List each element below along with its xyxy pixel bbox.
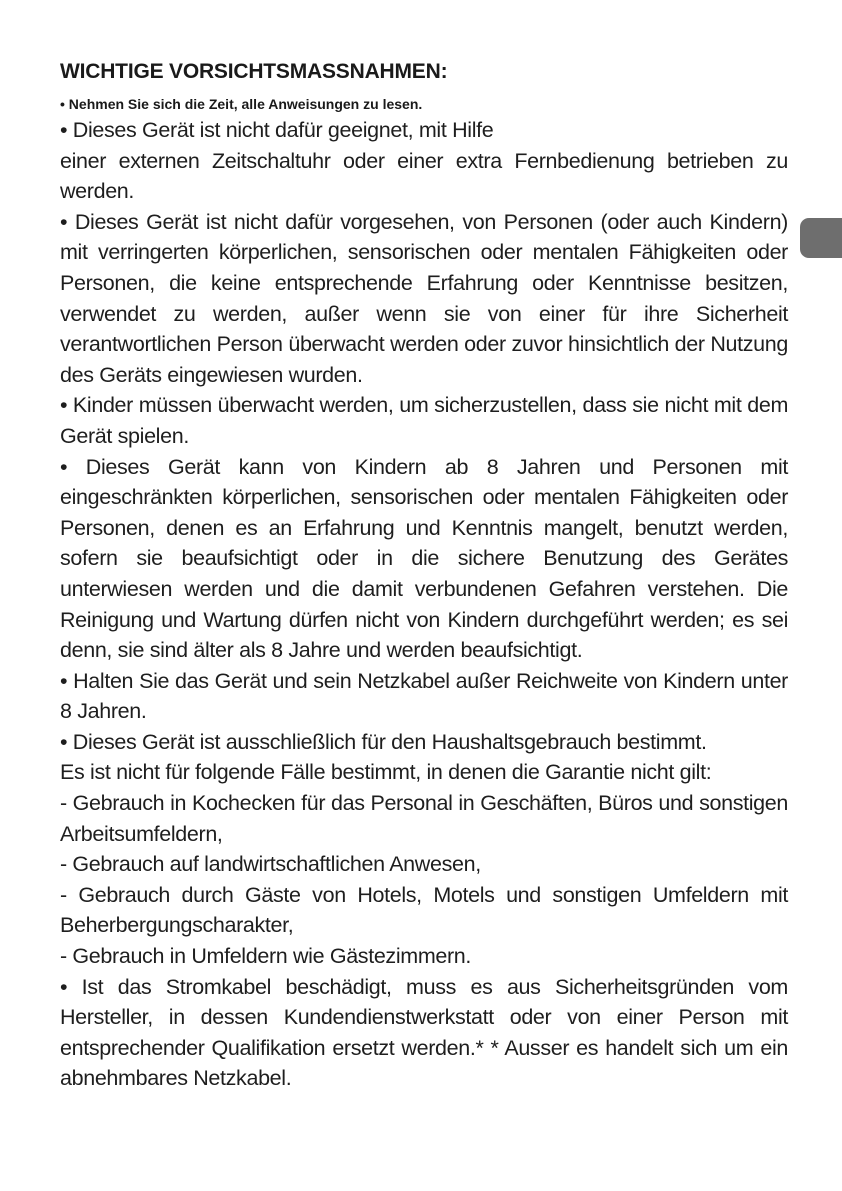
list-item: - Gebrauch auf landwirtschaftlichen Anwesen, xyxy=(60,852,481,877)
paragraph-household-use-line-1: • Dieses Gerät ist ausschließlich für den Haushaltsgebrauch bestimmt. xyxy=(60,729,707,754)
body-text xyxy=(60,115,788,1094)
paragraph-out-of-reach: • Halten Sie das Gerät und sein Netzkabel außer Reichweite von Kindern unter 8 Jahren. xyxy=(60,668,788,724)
paragraph-supervise-children: • Kinder müssen überwacht werden, um sicherzustellen, dass sie nicht mit dem Gerät spielen. xyxy=(60,393,788,448)
paragraph-power-cable: • Ist das Stromkabel beschädigt, muss es aus Sicherheitsgründen vom Hersteller, in dessen Kundendienstwerkstatt oder von einer Person mit entsprechender Qualifikation ersetzt werden.* * Ausser es handelt sich um ein abnehmbares Netzkabel. xyxy=(60,974,788,1091)
paragraph-household-use-line-2: Es ist nicht für folgende Fälle bestimmt, in denen die Garantie nicht gilt: xyxy=(60,760,712,785)
page-title: WICHTIGE VORSICHTSMASSNAHMEN: xyxy=(60,60,448,83)
paragraph-timer-line-2: einer externen Zeitschaltuhr oder einer extra Fernbedienung betrieben zu werden. xyxy=(60,148,788,204)
list-item: - Gebrauch in Kochecken für das Personal in Geschäften, Büros und sonstigen Arbeitsumfeldern, xyxy=(60,791,788,846)
paragraph-timer xyxy=(60,115,788,207)
paragraph-household-use xyxy=(60,727,788,788)
side-tab-marker xyxy=(800,218,842,258)
intro-note: • Nehmen Sie sich die Zeit, alle Anweisungen zu lesen. xyxy=(60,96,423,112)
list-item: - Gebrauch durch Gäste von Hotels, Motels und sonstigen Umfeldern mit Beherbergungscharakter, xyxy=(60,882,788,938)
list-item: - Gebrauch in Umfeldern wie Gästezimmern. xyxy=(60,944,472,969)
paragraph-children-from-8: • Dieses Gerät kann von Kindern ab 8 Jahren und Personen mit eingeschränkten körperlichen, sensorischen oder mentalen Fähigkeiten oder Personen, denen es an Erfahrung und Kenntnis mangelt, benutzt werden, sofern sie beaufsichtigt oder in die sichere Benutzung des Gerätes unterwiesen werden und die damit verbundenen Gefahren verstehen. Die Reinigung und Wartung dürfen nicht von Kindern durchgeführt werden; es sei denn, sie sind älter als 8 Jahre und werden beaufsichtigt. xyxy=(60,454,788,663)
paragraph-reduced-abilities: • Dieses Gerät ist nicht dafür vorgesehen, von Personen (oder auch Kindern) mit verringerten körperlichen, sensorischen oder mentalen Fähigkeiten oder Personen, die keine entsprechende Erfahrung oder Kenntnisse besitzen, verwendet zu werden, außer wenn sie von einer für ihre Sicherheit verantwortlichen Person überwacht werden oder zuvor hinsichtlich der Nutzung des Geräts eingewiesen wurden. xyxy=(60,209,788,387)
document-page xyxy=(60,58,788,1094)
paragraph-timer-line-1: • Dieses Gerät ist nicht dafür geeignet, mit Hilfe xyxy=(60,118,494,142)
